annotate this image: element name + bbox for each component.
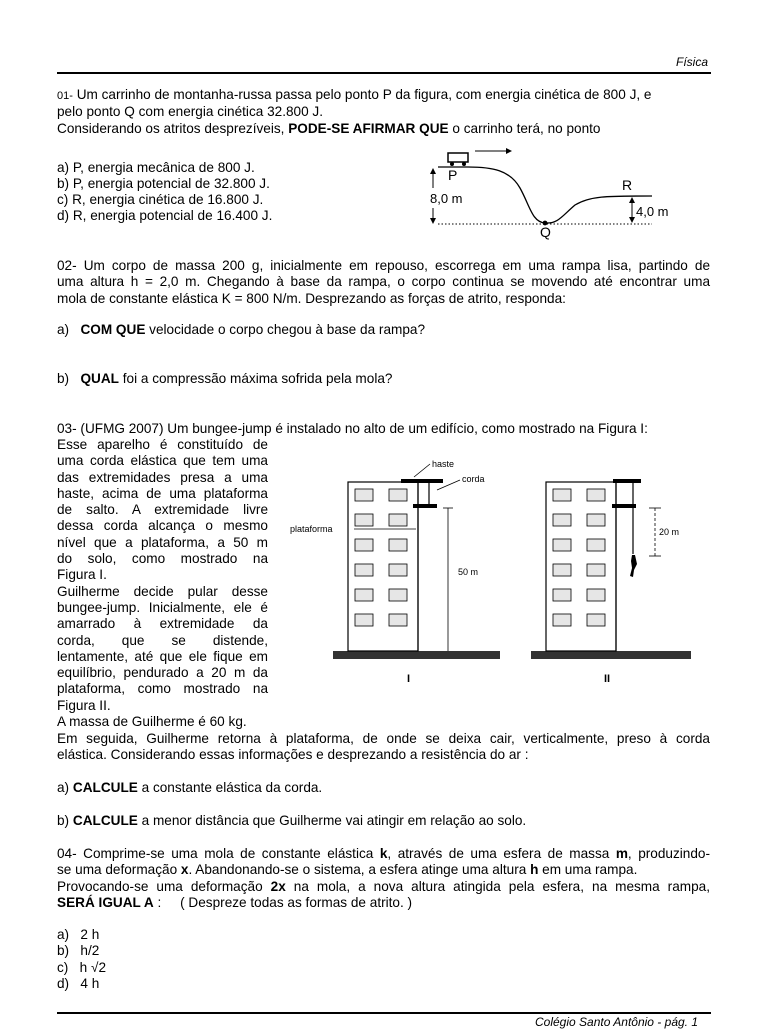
- q3-column-line: nível que a plataforma, a 50 m: [57, 534, 268, 550]
- q3-column-line: A massa de Guilherme é 60 kg.: [57, 714, 247, 730]
- q3-b-pre: b): [57, 813, 73, 828]
- bungee-figure: [288, 452, 698, 692]
- q4-line3: [57, 879, 710, 896]
- corda-label: corda: [462, 474, 485, 484]
- q2-item-a: [57, 322, 425, 339]
- q3-item-b: [57, 813, 526, 830]
- q1-number: 01-: [57, 90, 73, 102]
- window: [355, 589, 373, 601]
- q2-line1: 02- Um corpo de massa 200 g, inicialmente em repouso, escorrega em uma rampa lisa, partindo de: [57, 258, 710, 273]
- figure-2-label: II: [604, 673, 611, 685]
- q2-b-bold: QUAL: [80, 371, 119, 386]
- window: [587, 514, 605, 526]
- q3-column-line: equilíbrio, pendurado a 20 m da: [57, 665, 268, 681]
- window: [587, 489, 605, 501]
- q2-a-bold: COM QUE: [80, 322, 146, 337]
- q1-option-a: a) P, energia mecânica de 800 J.: [57, 160, 255, 175]
- plataforma-label: plataforma: [290, 524, 333, 534]
- q4-l1-c: , produzindo-: [627, 846, 710, 861]
- footer-text: Colégio Santo Antônio - pág. 1: [535, 1015, 699, 1029]
- subject-label: Física: [676, 55, 709, 69]
- q4-l1-b: , através de uma esfera de massa: [387, 846, 616, 861]
- q4-l2-c: em uma rampa.: [538, 862, 638, 877]
- haste-bar: [401, 479, 443, 483]
- q1-line3-bold: PODE-SE AFIRMAR QUE: [288, 121, 449, 136]
- r-height-label: 4,0 m: [636, 204, 669, 219]
- q4-l4-bold: SERÁ IGUAL A: [57, 895, 154, 910]
- window: [587, 614, 605, 626]
- q4-option-b: b) h/2: [57, 943, 100, 958]
- point-q-label: Q: [540, 224, 551, 240]
- q3-column-text: [57, 437, 268, 730]
- q1-option-c: c) R, energia cinética de 16.800 J.: [57, 192, 264, 207]
- window: [553, 614, 571, 626]
- q3-column-line: uma corda elástica que tem uma: [57, 453, 268, 469]
- q4-l2-x: x: [180, 862, 189, 877]
- q3-column-line: haste, acima de uma plataforma: [57, 485, 268, 501]
- window: [553, 564, 571, 576]
- track-curve: [438, 167, 652, 223]
- q1-option-b: b) P, energia potencial de 32.800 J.: [57, 176, 270, 191]
- q4-l3-a: Provocando-se uma deformação: [57, 879, 271, 894]
- q1-line2: pelo ponto Q com energia cinética 32.800 J.: [57, 104, 324, 119]
- window: [389, 614, 407, 626]
- q4-l2-a: se uma deformação: [57, 862, 181, 877]
- q3-after-line2: elástica. Considerando essas informações e desprezando a resistência do ar :: [57, 747, 529, 762]
- q1-line3-pre: Considerando os atritos desprezíveis,: [57, 121, 289, 136]
- q3-b-bold: CALCULE: [72, 813, 138, 828]
- q1-text-1: Um carrinho de montanha-russa passa pelo ponto P da figura, com energia cinética de 800 J, e: [76, 87, 652, 102]
- window: [553, 489, 571, 501]
- window: [587, 539, 605, 551]
- q3-line1: 03- (UFMG 2007) Um bungee-jump é instalado no alto de um edifício, como mostrado na Figura I:: [57, 421, 648, 436]
- q4-option-c: c) h √2: [57, 960, 107, 975]
- q4-option-d: d) 4 h: [57, 976, 100, 991]
- window: [355, 614, 373, 626]
- q4-l1-a: 04- Comprime-se uma mola de constante elástica: [57, 846, 380, 861]
- q3-a-bold: CALCULE: [72, 780, 138, 795]
- point-p-label: P: [448, 167, 458, 183]
- figure-1-label: I: [407, 673, 411, 685]
- q3-column-line: das extremidades presa a uma: [57, 469, 268, 485]
- window: [553, 539, 571, 551]
- jumper-figure: [630, 555, 637, 577]
- haste-bar-2: [613, 479, 641, 483]
- window: [389, 564, 407, 576]
- q3-item-a: [57, 780, 322, 797]
- q4-option-a: a) 2 h: [57, 927, 100, 942]
- q4-l1-m: m: [615, 846, 628, 861]
- q2-item-b: [57, 371, 392, 388]
- footer-rule: [57, 1012, 711, 1014]
- ground-bar-2: [531, 651, 691, 659]
- haste-label: haste: [432, 459, 455, 469]
- window: [587, 564, 605, 576]
- window: [355, 489, 373, 501]
- q4-l2-b: . Abandonando-se o sistema, a esfera atinge uma altura: [188, 862, 531, 877]
- q1-option-d: d) R, energia potencial de 16.400 J.: [57, 208, 273, 223]
- q1-line3-post: o carrinho terá, no ponto: [448, 121, 601, 136]
- window: [355, 539, 373, 551]
- q4-l1-k: k: [379, 846, 388, 861]
- height-50m-label: 50 m: [458, 567, 479, 577]
- q3-column-line: corda, que se distende,: [57, 632, 268, 648]
- q4-l4-rest: : ( Despreze todas as formas de atrito. ): [153, 895, 413, 910]
- platform-bar: [413, 504, 437, 508]
- q3-column-line: Figura I.: [57, 567, 107, 583]
- q3-column-line: lentamente, até que ele fique em: [57, 648, 268, 664]
- q2-b-rest: foi a compressão máxima sofrida pela mola?: [118, 371, 393, 386]
- q3-a-rest: a constante elástica da corda.: [137, 780, 323, 795]
- q2-a-rest: velocidade o corpo chegou à base da rampa?: [145, 322, 426, 337]
- q2-b-label: b): [57, 371, 70, 386]
- window: [355, 564, 373, 576]
- q3-b-rest: a menor distância que Guilherme vai atingir em relação ao solo.: [137, 813, 527, 828]
- q2-line3: mola de constante elástica K = 800 N/m. Desprezando as forças de atrito, responda:: [57, 291, 566, 306]
- q4-line4: [57, 895, 412, 912]
- window: [389, 489, 407, 501]
- q3-column-line: dessa corda alcança o mesmo: [57, 518, 268, 534]
- window: [389, 514, 407, 526]
- q2-line2: uma altura h = 2,0 m. Chegando à base da rampa, o corpo continua se movendo até encontrar uma: [57, 274, 710, 289]
- q3-column-line: Guilherme decide pular desse: [57, 583, 268, 599]
- q3-column-line: Esse aparelho é constituído de: [57, 437, 268, 452]
- q3-column-line: bungee-jump. Inicialmente, ele é: [57, 599, 268, 615]
- window: [389, 539, 407, 551]
- q3-column-line: plataforma, como mostrado na: [57, 681, 268, 697]
- q4-l3-2x: 2x: [270, 879, 286, 894]
- window: [587, 589, 605, 601]
- rollercoaster-figure: [420, 140, 710, 240]
- p-height-label: 8,0 m: [430, 191, 463, 206]
- ground-bar-1: [333, 651, 500, 659]
- q3-after-line1: Em seguida, Guilherme retorna à plataforma, de onde se deixa cair, verticalmente, preso à corda: [57, 731, 710, 746]
- window: [355, 514, 373, 526]
- q2-a-label: a): [57, 322, 70, 337]
- q1-line3: [57, 121, 601, 138]
- q4-l3-b: na mola, a nova altura atingida pela esfera, na mesma rampa,: [285, 879, 710, 894]
- window: [389, 589, 407, 601]
- q4-line2: [57, 862, 637, 879]
- header-rule: [57, 72, 711, 74]
- window: [553, 514, 571, 526]
- q3-a-pre: a): [57, 780, 73, 795]
- q4-l2-h: h: [530, 862, 539, 877]
- q4-line1: [57, 846, 710, 863]
- cart-icon: [448, 153, 468, 162]
- q3-column-line: de salto. A extremidade livre: [57, 502, 268, 518]
- q3-column-line: Figura II.: [57, 697, 111, 713]
- height-20m-label: 20 m: [659, 527, 680, 537]
- point-r-label: R: [622, 177, 633, 193]
- q3-column-line: amarrado à extremidade da: [57, 616, 268, 632]
- q1-line1: [57, 87, 652, 105]
- q3-column-line: do solo, como mostrado na: [57, 551, 268, 567]
- window: [553, 589, 571, 601]
